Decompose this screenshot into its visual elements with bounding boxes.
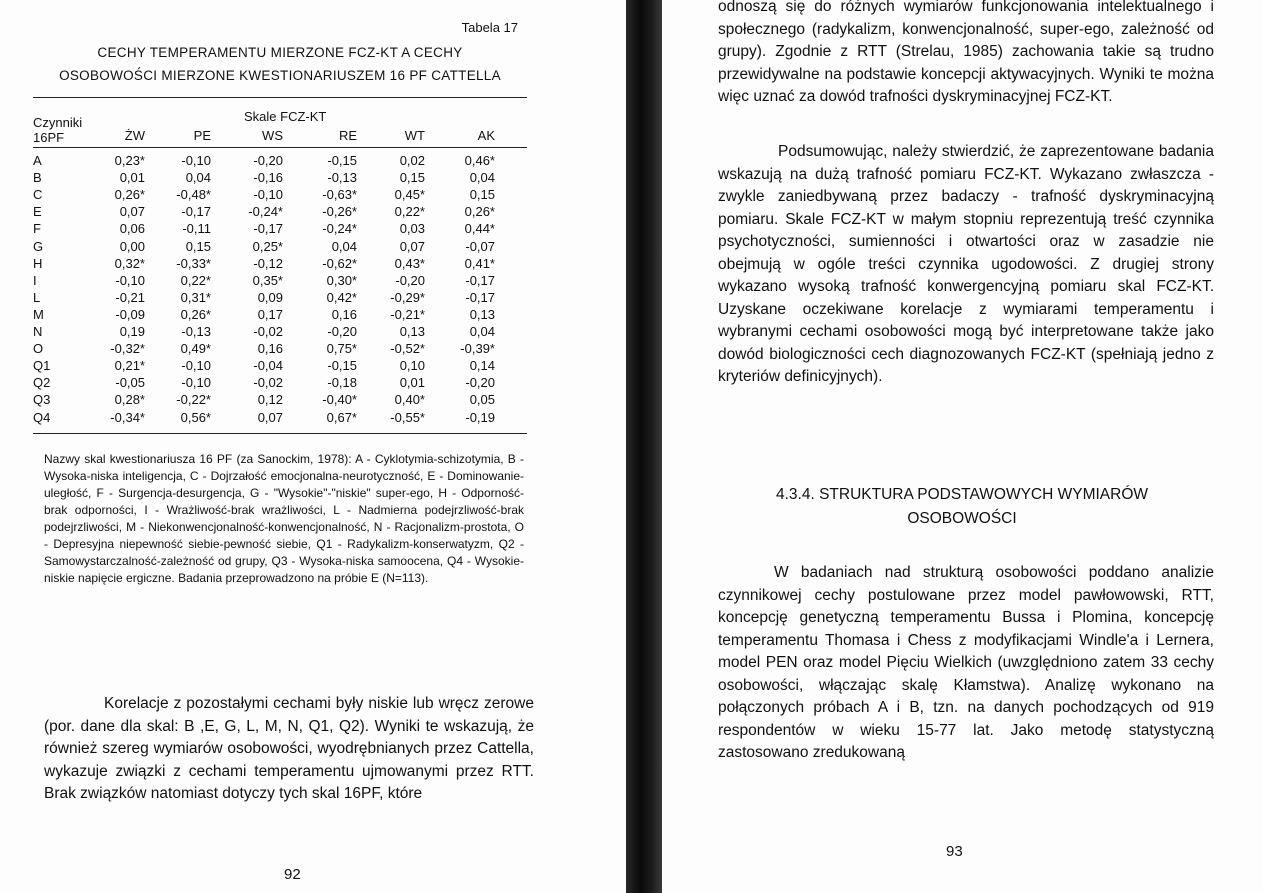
correlation-cell: -0,52* bbox=[390, 341, 425, 357]
factor-label: C bbox=[33, 187, 43, 203]
column-header: AK bbox=[477, 128, 495, 143]
correlation-cell: -0,12 bbox=[253, 255, 283, 271]
correlation-cell: 0,07 bbox=[119, 204, 145, 220]
factor-label: Q3 bbox=[33, 392, 51, 408]
correlation-cell: -0,62* bbox=[322, 255, 357, 271]
correlation-cell: -0,39* bbox=[460, 341, 495, 357]
book-gutter bbox=[626, 0, 662, 893]
table-note: Nazwy skal kwestionariusza 16 PF (za Sanockim, 1978): A - Cyklotymia-schizotymia, B - Wysoka-niska inteligencja, C - Dojrzałość emocjonalna-neurotyczność, E - Dominowanie-uległość, F - Surgencja-desurgencja, G - "Wysokie"-"niskie" super-ego, H - Odporność-brak odporności, I - Wrażliwość-brak wrażliwości, L - Nadmierna podejrzliwość-brak podejrzliwości, M - Niekonwencjonalność-konwencjonalność, N - Racjonalizm-prostota, O - Depresyjna niepewność siebie-pewność siebie, Q1 - Radykalizm-konserwatyzm, Q2 - Samowystarczalność-zależność od grupy, Q3 - Wysoka-niska samoocena, Q4 - Wysokie-niskie napięcie ergiczne. Badania przeprowadzono na próbie E (N=113). bbox=[44, 452, 524, 585]
correlation-cell: -0,13 bbox=[327, 170, 357, 186]
correlation-cell: -0,10 bbox=[181, 358, 211, 374]
correlation-cell: -0,02 bbox=[253, 324, 283, 339]
table-row bbox=[33, 256, 527, 273]
table-row bbox=[33, 187, 527, 204]
correlation-cell: 0,05 bbox=[469, 392, 495, 408]
correlation-cell: -0,24* bbox=[248, 204, 283, 220]
correlation-cell: 0,10 bbox=[399, 358, 425, 374]
correlation-cell: 0,32* bbox=[114, 255, 145, 271]
factor-label: Q1 bbox=[33, 358, 51, 374]
factor-label: A bbox=[33, 153, 42, 168]
correlation-cell: -0,55* bbox=[390, 409, 425, 425]
column-header: RE bbox=[338, 128, 357, 143]
correlation-cell: 0,30* bbox=[326, 272, 357, 288]
correlation-cell: 0,07 bbox=[257, 409, 283, 425]
correlation-cell: -0,63* bbox=[322, 187, 357, 203]
correlation-cell: 0,00 bbox=[119, 238, 145, 254]
table-row bbox=[33, 204, 527, 221]
correlation-cell: -0,07 bbox=[465, 238, 495, 254]
table-row bbox=[33, 153, 527, 170]
correlation-cell: -0,10 bbox=[115, 272, 145, 288]
table-row bbox=[33, 324, 527, 341]
correlation-cell: -0,11 bbox=[182, 221, 211, 237]
factor-label: O bbox=[33, 341, 44, 357]
correlation-cell: -0,20 bbox=[253, 153, 283, 168]
correlation-cell: 0,04 bbox=[469, 324, 495, 339]
correlation-cell: 0,43* bbox=[394, 255, 425, 271]
correlation-cell: -0,40* bbox=[322, 392, 357, 408]
correlation-cell: -0,48* bbox=[176, 187, 211, 203]
correlation-cell: 0,56* bbox=[180, 409, 211, 425]
table-row bbox=[33, 239, 527, 256]
correlation-cell: 0,49* bbox=[180, 341, 211, 357]
table-row bbox=[33, 290, 527, 307]
correlation-cell: -0,17 bbox=[465, 289, 495, 305]
correlation-cell: 0,21* bbox=[114, 358, 145, 374]
correlation-cell: 0,04 bbox=[469, 170, 495, 186]
paragraph-structure: W badaniach nad strukturą osobowości poddano analizie czynnikowej cechy postulowane przez model pawłowowski, RTT, koncepcję genetyczną temperamentu Bussa i Plomina, koncepcję temperamentu Thomasa i Chess z modyfikacjami Windle'a i Lernera, model PEN oraz model Pięciu Wielkich (uwzględniono zatem 33 cechy osobowości, włączając skalę Kłamstwa). Analizę wykonano na połączonych próbach A i B, tzn. na danych pochodzących od 919 respondentów w wieku 15-77 lat. Jako metodę statystyczną zastosowano zredukowaną bbox=[718, 564, 1214, 761]
factor-label: N bbox=[33, 324, 43, 339]
factor-label: I bbox=[33, 272, 37, 288]
right-page bbox=[662, 0, 1263, 893]
factor-label: L bbox=[33, 289, 41, 305]
correlation-cell: 0,16 bbox=[257, 341, 283, 357]
correlation-cell: 0,15 bbox=[399, 170, 425, 186]
table-row bbox=[33, 341, 527, 358]
table-row bbox=[33, 410, 527, 427]
correlation-cell: -0,20 bbox=[395, 272, 425, 288]
correlation-cell: 0,26* bbox=[464, 204, 495, 220]
factor-label: M bbox=[33, 306, 44, 322]
correlation-cell: 0,14 bbox=[469, 358, 495, 374]
correlation-cell: 0,26* bbox=[180, 306, 211, 322]
correlation-cell: -0,24* bbox=[322, 221, 357, 237]
table-row bbox=[33, 273, 527, 290]
correlation-cell: -0,33* bbox=[176, 255, 211, 271]
column-header: WS bbox=[262, 128, 283, 143]
table-title-line2: OSOBOWOŚCI MIERZONE KWESTIONARIUSZEM 16 PF CATTELLA bbox=[59, 68, 501, 83]
correlation-cell: -0,10 bbox=[181, 153, 211, 168]
correlation-cell: 0,09 bbox=[257, 289, 283, 305]
factor-label: Q2 bbox=[33, 375, 51, 391]
paragraph-summary: Podsumowując, należy stwierdzić, że zaprezentowane badania wskazują na dużą trafność pomiaru FCZ-KT. Wykazano zwłaszcza - zwykle zaniedbywaną przez badaczy - trafność dyskryminacyjną pomiaru. Skale FCZ-KT w małym stopniu reprezentują treść czynnika psychotyczności, sumienności i otwartości oraz w zasadzie nie obejmują w ogóle treści czynnika ugodowości. Z drugiej strony wykazano wysoką trafność konwergencyjną pomiaru skal FCZ-KT. Uzyskane oczekiwane korelacje z wymiarami temperamentu i wybranymi cechami osobowości mogą być interpretowane także jako dowód biologiczności cech diagnozowanych FCZ-KT (spełniają jedno z kryteriów definicyjnych). bbox=[718, 143, 1214, 385]
correlation-cell: -0,29* bbox=[390, 289, 425, 305]
table-row bbox=[33, 170, 527, 187]
table-top-rule bbox=[33, 97, 527, 98]
correlation-cell: 0,31* bbox=[180, 289, 211, 305]
correlation-cell: 0,40* bbox=[394, 392, 425, 408]
table-row bbox=[33, 375, 527, 392]
correlation-cell: -0,10 bbox=[181, 375, 211, 391]
correlation-cell: 0,45* bbox=[394, 187, 425, 203]
correlation-cell: -0,21* bbox=[390, 306, 425, 322]
correlation-cell: -0,09 bbox=[115, 306, 145, 322]
table-bottom-rule bbox=[33, 433, 527, 434]
table-header-rule bbox=[33, 147, 527, 148]
correlation-cell: 0,22* bbox=[180, 272, 211, 288]
factors-header-line1: Czynniki bbox=[33, 115, 83, 130]
correlation-cell: 0,03 bbox=[399, 221, 425, 237]
correlation-cell: -0,17 bbox=[253, 221, 283, 237]
factor-label: E bbox=[33, 204, 42, 220]
correlation-cell: 0,44* bbox=[464, 221, 495, 237]
correlation-cell: 0,13 bbox=[399, 324, 425, 339]
correlation-cell: 0,04 bbox=[185, 170, 211, 186]
left-page bbox=[0, 0, 628, 893]
correlation-cell: -0,05 bbox=[115, 375, 145, 391]
scales-header: Skale FCZ-KT bbox=[244, 109, 327, 124]
correlation-cell: 0,19 bbox=[119, 324, 145, 339]
correlation-cell: -0,04 bbox=[253, 358, 283, 374]
correlation-cell: 0,46* bbox=[464, 153, 495, 168]
factor-label: B bbox=[33, 170, 42, 186]
correlation-cell: 0,22* bbox=[394, 204, 425, 220]
body-paragraph: Korelacje z pozostałymi cechami były niskie lub wręcz zerowe (por. dane dla skal: B ,E, G, L, M, N, Q1, Q2). Wyniki te wskazują, że również szereg wymiarów osobowości, wyodrębnianych przez Cattella, wykazuje związki z cechami temperamentu ujmowanymi przez RTT. Brak związków natomiast dotyczy tych skal 16PF, które bbox=[44, 695, 534, 802]
correlation-cell: -0,02 bbox=[253, 375, 283, 391]
correlation-cell: 0,04 bbox=[331, 238, 357, 254]
correlation-cell: -0,19 bbox=[465, 409, 495, 425]
correlation-cell: 0,41* bbox=[464, 255, 495, 271]
correlation-cell: 0,67* bbox=[326, 409, 357, 425]
table-title-line1: CECHY TEMPERAMENTU MIERZONE FCZ-KT A CECHY bbox=[97, 45, 463, 60]
correlation-cell: 0,26* bbox=[114, 187, 145, 203]
correlation-cell: 0,25* bbox=[252, 238, 283, 254]
correlation-cell: 0,06 bbox=[119, 221, 145, 237]
correlation-cell: -0,22* bbox=[176, 392, 211, 408]
factor-label: G bbox=[33, 238, 44, 254]
correlation-cell: 0,17 bbox=[257, 306, 283, 322]
table-number: Tabela 17 bbox=[461, 20, 518, 35]
correlation-cell: -0,13 bbox=[181, 324, 211, 339]
correlation-cell: 0,01 bbox=[119, 170, 145, 186]
correlation-cell: 0,01 bbox=[399, 375, 425, 391]
correlation-cell: 0,15 bbox=[469, 187, 495, 203]
correlation-cell: -0,16 bbox=[253, 170, 283, 186]
table-row bbox=[33, 392, 527, 409]
table-row bbox=[33, 307, 527, 324]
correlation-cell: 0,16 bbox=[331, 306, 357, 322]
page-number: 93 bbox=[946, 843, 963, 860]
correlation-cell: -0,17 bbox=[465, 272, 495, 288]
correlation-cell: -0,21 bbox=[115, 289, 145, 305]
correlation-cell: -0,10 bbox=[253, 187, 283, 203]
factor-label: Q4 bbox=[33, 409, 51, 425]
factor-label: F bbox=[33, 221, 41, 237]
correlation-cell: 0,13 bbox=[469, 306, 495, 322]
correlation-cell: 0,42* bbox=[326, 289, 357, 305]
correlation-cell: -0,17 bbox=[181, 204, 211, 220]
correlation-cell: -0,32* bbox=[110, 341, 145, 357]
section-heading-line2: OSOBOWOŚCI bbox=[907, 510, 1017, 527]
correlation-cell: -0,26* bbox=[322, 204, 357, 220]
correlation-cell: 0,12 bbox=[257, 392, 283, 408]
correlation-cell: 0,02 bbox=[399, 153, 425, 168]
correlation-cell: 0,15 bbox=[185, 238, 211, 254]
correlation-cell: -0,34* bbox=[110, 409, 145, 425]
correlation-cell: -0,20 bbox=[465, 375, 495, 391]
correlation-cell: 0,35* bbox=[252, 272, 283, 288]
correlation-cell: 0,23* bbox=[114, 153, 145, 168]
column-header: WT bbox=[404, 128, 425, 143]
correlation-cell: 0,75* bbox=[326, 341, 357, 357]
section-heading-line1: 4.3.4. STRUKTURA PODSTAWOWYCH WYMIARÓW bbox=[775, 486, 1149, 503]
correlation-cell: 0,07 bbox=[399, 238, 425, 254]
paragraph-continued: odnoszą się do różnych wymiarów funkcjonowania intelektualnego i społecznego (radykalizm, konwencjonalność, super-ego, zależność od grupy). Zgodnie z RTT (Strelau, 1985) zachowania takie są trudno przewidywalne na podstawie koncepcji aktywacyjnych. Wyniki te można więc uznać za dowód trafności dyskryminacyjnej FCZ-KT. bbox=[718, 0, 1214, 105]
column-header: PE bbox=[193, 128, 211, 143]
correlation-cell: 0,28* bbox=[114, 392, 145, 408]
correlation-cell: -0,18 bbox=[327, 375, 357, 391]
factors-header-line2: 16PF bbox=[33, 130, 65, 145]
table-row bbox=[33, 358, 527, 375]
page-number: 92 bbox=[284, 866, 301, 883]
table-row bbox=[33, 221, 527, 238]
correlation-cell: -0,20 bbox=[327, 324, 357, 339]
correlation-cell: -0,15 bbox=[327, 358, 357, 374]
column-header: ŻW bbox=[124, 128, 145, 143]
factor-label: H bbox=[33, 255, 43, 271]
correlation-cell: -0,15 bbox=[327, 153, 357, 168]
